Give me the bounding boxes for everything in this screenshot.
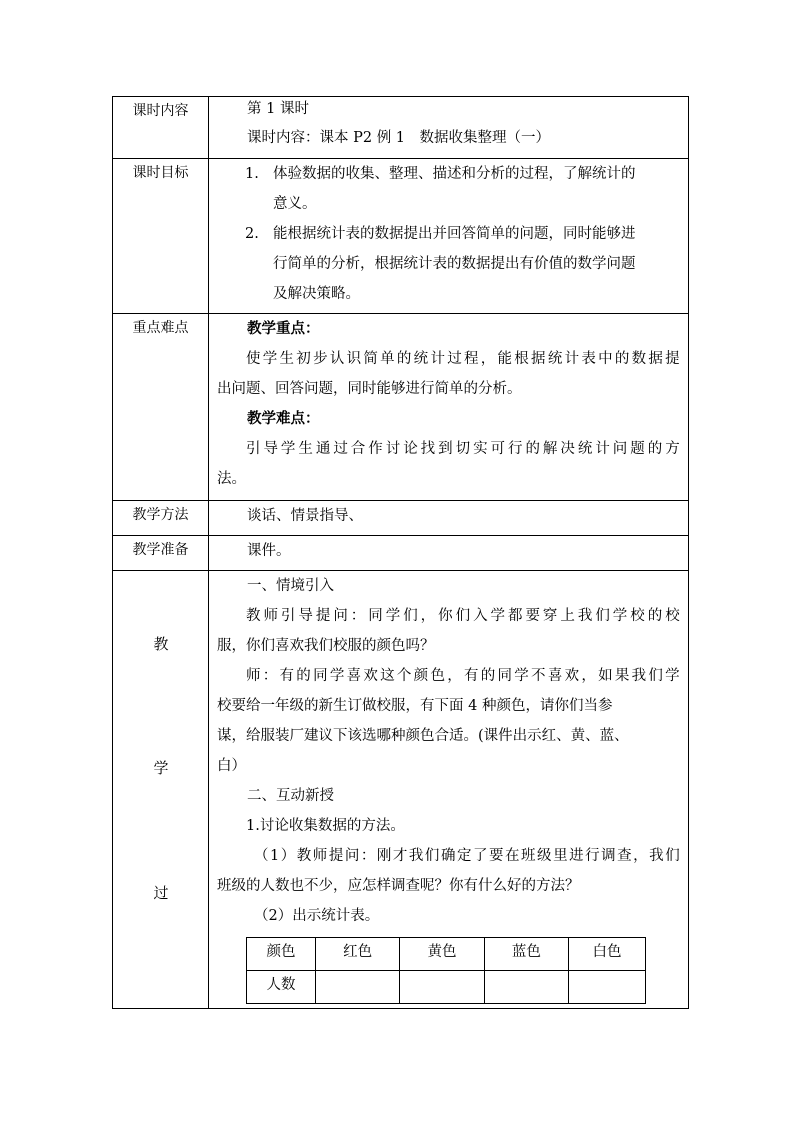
stat-header-cell: 蓝色	[484, 938, 568, 971]
stat-count-row	[247, 971, 646, 1004]
goal-text: 意义。	[273, 196, 317, 212]
process-text: （1）教师提问：刚才我们确定了要在班级里进行调查，我们	[254, 848, 680, 864]
cell-key-points	[209, 314, 689, 501]
stat-count-cell	[316, 971, 400, 1004]
section-title: 二、互动新授	[247, 788, 334, 804]
difficulty-title: 教学难点：	[247, 410, 320, 427]
goal-item-1	[217, 159, 680, 219]
process-text: 班级的人数也不少，应怎样调查呢？你有什么好的方法？	[217, 878, 580, 894]
focus-text: 使学生初步认识简单的统计过程，能根据统计表中的数据提	[246, 351, 680, 367]
lesson-topic: 课时内容：课本 P2 例 1 数据收集整理（一）	[247, 130, 551, 146]
process-text: 谋，给服装厂建议下该选哪种颜色合适。(课件出示红、黄、蓝、	[217, 728, 629, 744]
process-label-char: 教	[153, 635, 169, 653]
label-prep: 教学准备	[113, 536, 209, 571]
process-text: （2）出示统计表。	[254, 908, 380, 924]
row-goals	[113, 159, 689, 314]
color-stat-table	[246, 937, 646, 1004]
goal-text: 体验数据的收集、整理、描述和分析的过程，了解统计的	[273, 166, 636, 182]
stat-count-cell	[484, 971, 568, 1004]
difficulty-text: 引导学生通过合作讨论找到切实可行的解决统计问题的方	[246, 441, 680, 457]
stat-count-cell	[400, 971, 484, 1004]
row-method	[113, 501, 689, 536]
lesson-number: 第 1 课时	[247, 101, 309, 117]
stat-header-cell: 颜色	[247, 938, 316, 971]
focus-text: 出问题、回答问题，同时能够进行简单的分析。	[217, 381, 522, 397]
stat-header-row	[247, 938, 646, 971]
process-text: 校要给一年级的新生订做校服，有下面 4 种颜色，请你们当参	[217, 698, 613, 714]
label-lesson-content: 课时内容	[113, 97, 209, 159]
stat-count-cell	[569, 971, 646, 1004]
cell-process	[209, 571, 689, 1009]
row-key-points	[113, 314, 689, 501]
difficulty-text: 法。	[217, 471, 246, 487]
label-goals: 课时目标	[113, 159, 209, 314]
stat-header-cell: 白色	[569, 938, 646, 971]
process-text: 1.讨论收集数据的方法。	[246, 818, 405, 834]
process-text: 师：有的同学喜欢这个颜色，有的同学不喜欢，如果我们学	[246, 668, 680, 684]
row-process	[113, 571, 689, 1009]
cell-prep	[209, 536, 689, 571]
process-text: 服，你们喜欢我们校服的颜色吗？	[217, 638, 435, 654]
stat-header-cell: 黄色	[400, 938, 484, 971]
label-key-points: 重点难点	[113, 314, 209, 501]
method-text: 谈话、情景指导、	[247, 508, 363, 524]
cell-method	[209, 501, 689, 536]
lesson-plan-table	[112, 96, 689, 1009]
row-prep	[113, 536, 689, 571]
process-label-char: 学	[153, 759, 169, 777]
cell-goals	[209, 159, 689, 314]
label-method: 教学方法	[113, 501, 209, 536]
goal-text: 及解决策略。	[273, 286, 360, 302]
process-label-char: 过	[153, 884, 169, 902]
label-process	[113, 571, 209, 1009]
section-title: 一、情境引入	[247, 578, 334, 594]
goal-text: 能根据统计表的数据提出并回答简单的问题，同时能够进	[273, 226, 636, 242]
stat-row-label: 人数	[247, 971, 316, 1004]
cell-lesson-content	[209, 97, 689, 159]
process-label-stack	[113, 571, 208, 1008]
process-text: 教师引导提问：同学们，你们入学都要穿上我们学校的校	[246, 608, 680, 624]
focus-title: 教学重点：	[247, 320, 320, 337]
stat-header-cell: 红色	[316, 938, 400, 971]
goal-text: 行简单的分析，根据统计表的数据提出有价值的数学问题	[273, 256, 636, 272]
goal-number: 1.	[245, 166, 259, 182]
goal-item-2	[217, 219, 680, 309]
row-lesson-content	[113, 97, 689, 159]
process-text: 白）	[217, 758, 246, 774]
prep-text: 课件。	[247, 543, 291, 559]
goal-number: 2.	[245, 226, 259, 242]
